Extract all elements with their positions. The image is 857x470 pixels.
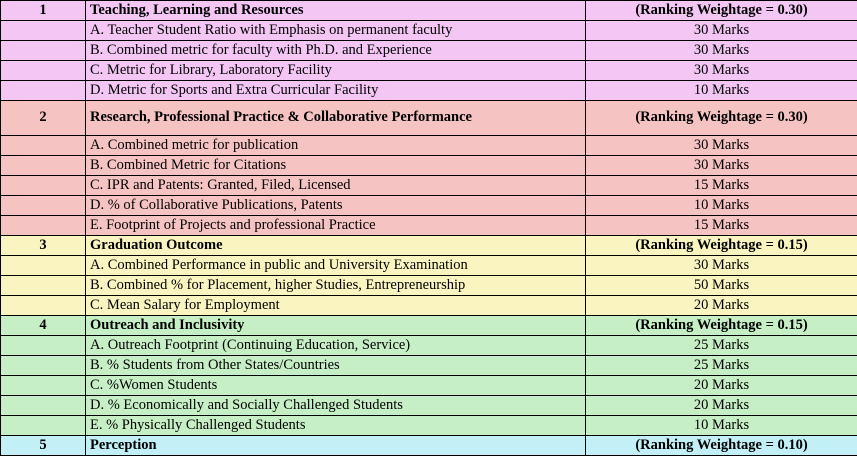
parameter-label: E. Footprint of Projects and professional Practice <box>86 216 586 236</box>
table-row <box>1 376 857 396</box>
parameter-marks: 25 Marks <box>586 336 857 356</box>
table-row <box>1 336 857 356</box>
parameter-label: B. Combined % for Placement, higher Studies, Entrepreneurship <box>86 276 586 296</box>
empty-cell <box>1 216 86 236</box>
empty-cell <box>1 336 86 356</box>
parameter-label: A. Outreach Footprint (Continuing Education, Service) <box>86 336 586 356</box>
parameter-marks: 30 Marks <box>586 156 857 176</box>
table-row <box>1 41 857 61</box>
table-row <box>1 136 857 156</box>
empty-cell <box>1 21 86 41</box>
table-row <box>1 256 857 276</box>
section-5-header <box>1 436 857 456</box>
parameter-marks: 10 Marks <box>586 81 857 101</box>
parameter-marks: 20 Marks <box>586 376 857 396</box>
parameter-label: D. % of Collaborative Publications, Patents <box>86 196 586 216</box>
parameter-marks: 20 Marks <box>586 296 857 316</box>
parameter-label: A. Teacher Student Ratio with Emphasis on permanent faculty <box>86 21 586 41</box>
section-2-header <box>1 101 857 136</box>
section-weightage: (Ranking Weightage = 0.15) <box>586 316 857 336</box>
empty-cell <box>1 256 86 276</box>
parameter-label: B. Combined metric for faculty with Ph.D. and Experience <box>86 41 586 61</box>
empty-cell <box>1 376 86 396</box>
parameter-marks: 30 Marks <box>586 256 857 276</box>
parameter-marks: 30 Marks <box>586 41 857 61</box>
empty-cell <box>1 416 86 436</box>
table-row <box>1 216 857 236</box>
section-number: 1 <box>1 1 86 21</box>
section-title: Outreach and Inclusivity <box>86 316 586 336</box>
parameter-marks: 25 Marks <box>586 356 857 376</box>
table-row <box>1 356 857 376</box>
section-title: Graduation Outcome <box>86 236 586 256</box>
table-row <box>1 196 857 216</box>
parameter-marks: 30 Marks <box>586 61 857 81</box>
parameter-label: A. Combined Performance in public and University Examination <box>86 256 586 276</box>
parameter-label: E. % Physically Challenged Students <box>86 416 586 436</box>
parameter-label: C. Metric for Library, Laboratory Facility <box>86 61 586 81</box>
section-weightage: (Ranking Weightage = 0.30) <box>586 1 857 21</box>
section-4-header <box>1 316 857 336</box>
empty-cell <box>1 156 86 176</box>
parameter-label: D. % Economically and Socially Challenged Students <box>86 396 586 416</box>
parameter-label: B. % Students from Other States/Countries <box>86 356 586 376</box>
section-title: Perception <box>86 436 586 456</box>
parameter-marks: 30 Marks <box>586 136 857 156</box>
empty-cell <box>1 296 86 316</box>
table-row <box>1 81 857 101</box>
table-row <box>1 396 857 416</box>
table-row <box>1 21 857 41</box>
parameter-label: B. Combined Metric for Citations <box>86 156 586 176</box>
empty-cell <box>1 176 86 196</box>
parameter-label: C. %Women Students <box>86 376 586 396</box>
parameter-label: C. IPR and Patents: Granted, Filed, Licensed <box>86 176 586 196</box>
empty-cell <box>1 196 86 216</box>
section-title: Teaching, Learning and Resources <box>86 1 586 21</box>
empty-cell <box>1 396 86 416</box>
parameter-label: C. Mean Salary for Employment <box>86 296 586 316</box>
table-row <box>1 296 857 316</box>
parameter-marks: 20 Marks <box>586 396 857 416</box>
parameter-marks: 15 Marks <box>586 176 857 196</box>
section-3-header <box>1 236 857 256</box>
parameter-marks: 15 Marks <box>586 216 857 236</box>
empty-cell <box>1 276 86 296</box>
empty-cell <box>1 356 86 376</box>
table-row <box>1 156 857 176</box>
empty-cell <box>1 61 86 81</box>
table-row <box>1 416 857 436</box>
parameter-marks: 10 Marks <box>586 416 857 436</box>
section-number: 5 <box>1 436 86 456</box>
section-number: 4 <box>1 316 86 336</box>
section-1-header <box>1 1 857 21</box>
parameter-label: A. Combined metric for publication <box>86 136 586 156</box>
section-title: Research, Professional Practice & Collaborative Performance <box>86 101 586 136</box>
table-row <box>1 276 857 296</box>
parameter-marks: 30 Marks <box>586 21 857 41</box>
section-number: 2 <box>1 101 86 136</box>
empty-cell <box>1 136 86 156</box>
parameter-marks: 50 Marks <box>586 276 857 296</box>
section-weightage: (Ranking Weightage = 0.30) <box>586 101 857 136</box>
empty-cell <box>1 81 86 101</box>
parameter-marks: 10 Marks <box>586 196 857 216</box>
empty-cell <box>1 41 86 61</box>
table-row <box>1 61 857 81</box>
parameter-label: D. Metric for Sports and Extra Curricular Facility <box>86 81 586 101</box>
section-number: 3 <box>1 236 86 256</box>
table-row <box>1 176 857 196</box>
section-weightage: (Ranking Weightage = 0.10) <box>586 436 857 456</box>
section-weightage: (Ranking Weightage = 0.15) <box>586 236 857 256</box>
